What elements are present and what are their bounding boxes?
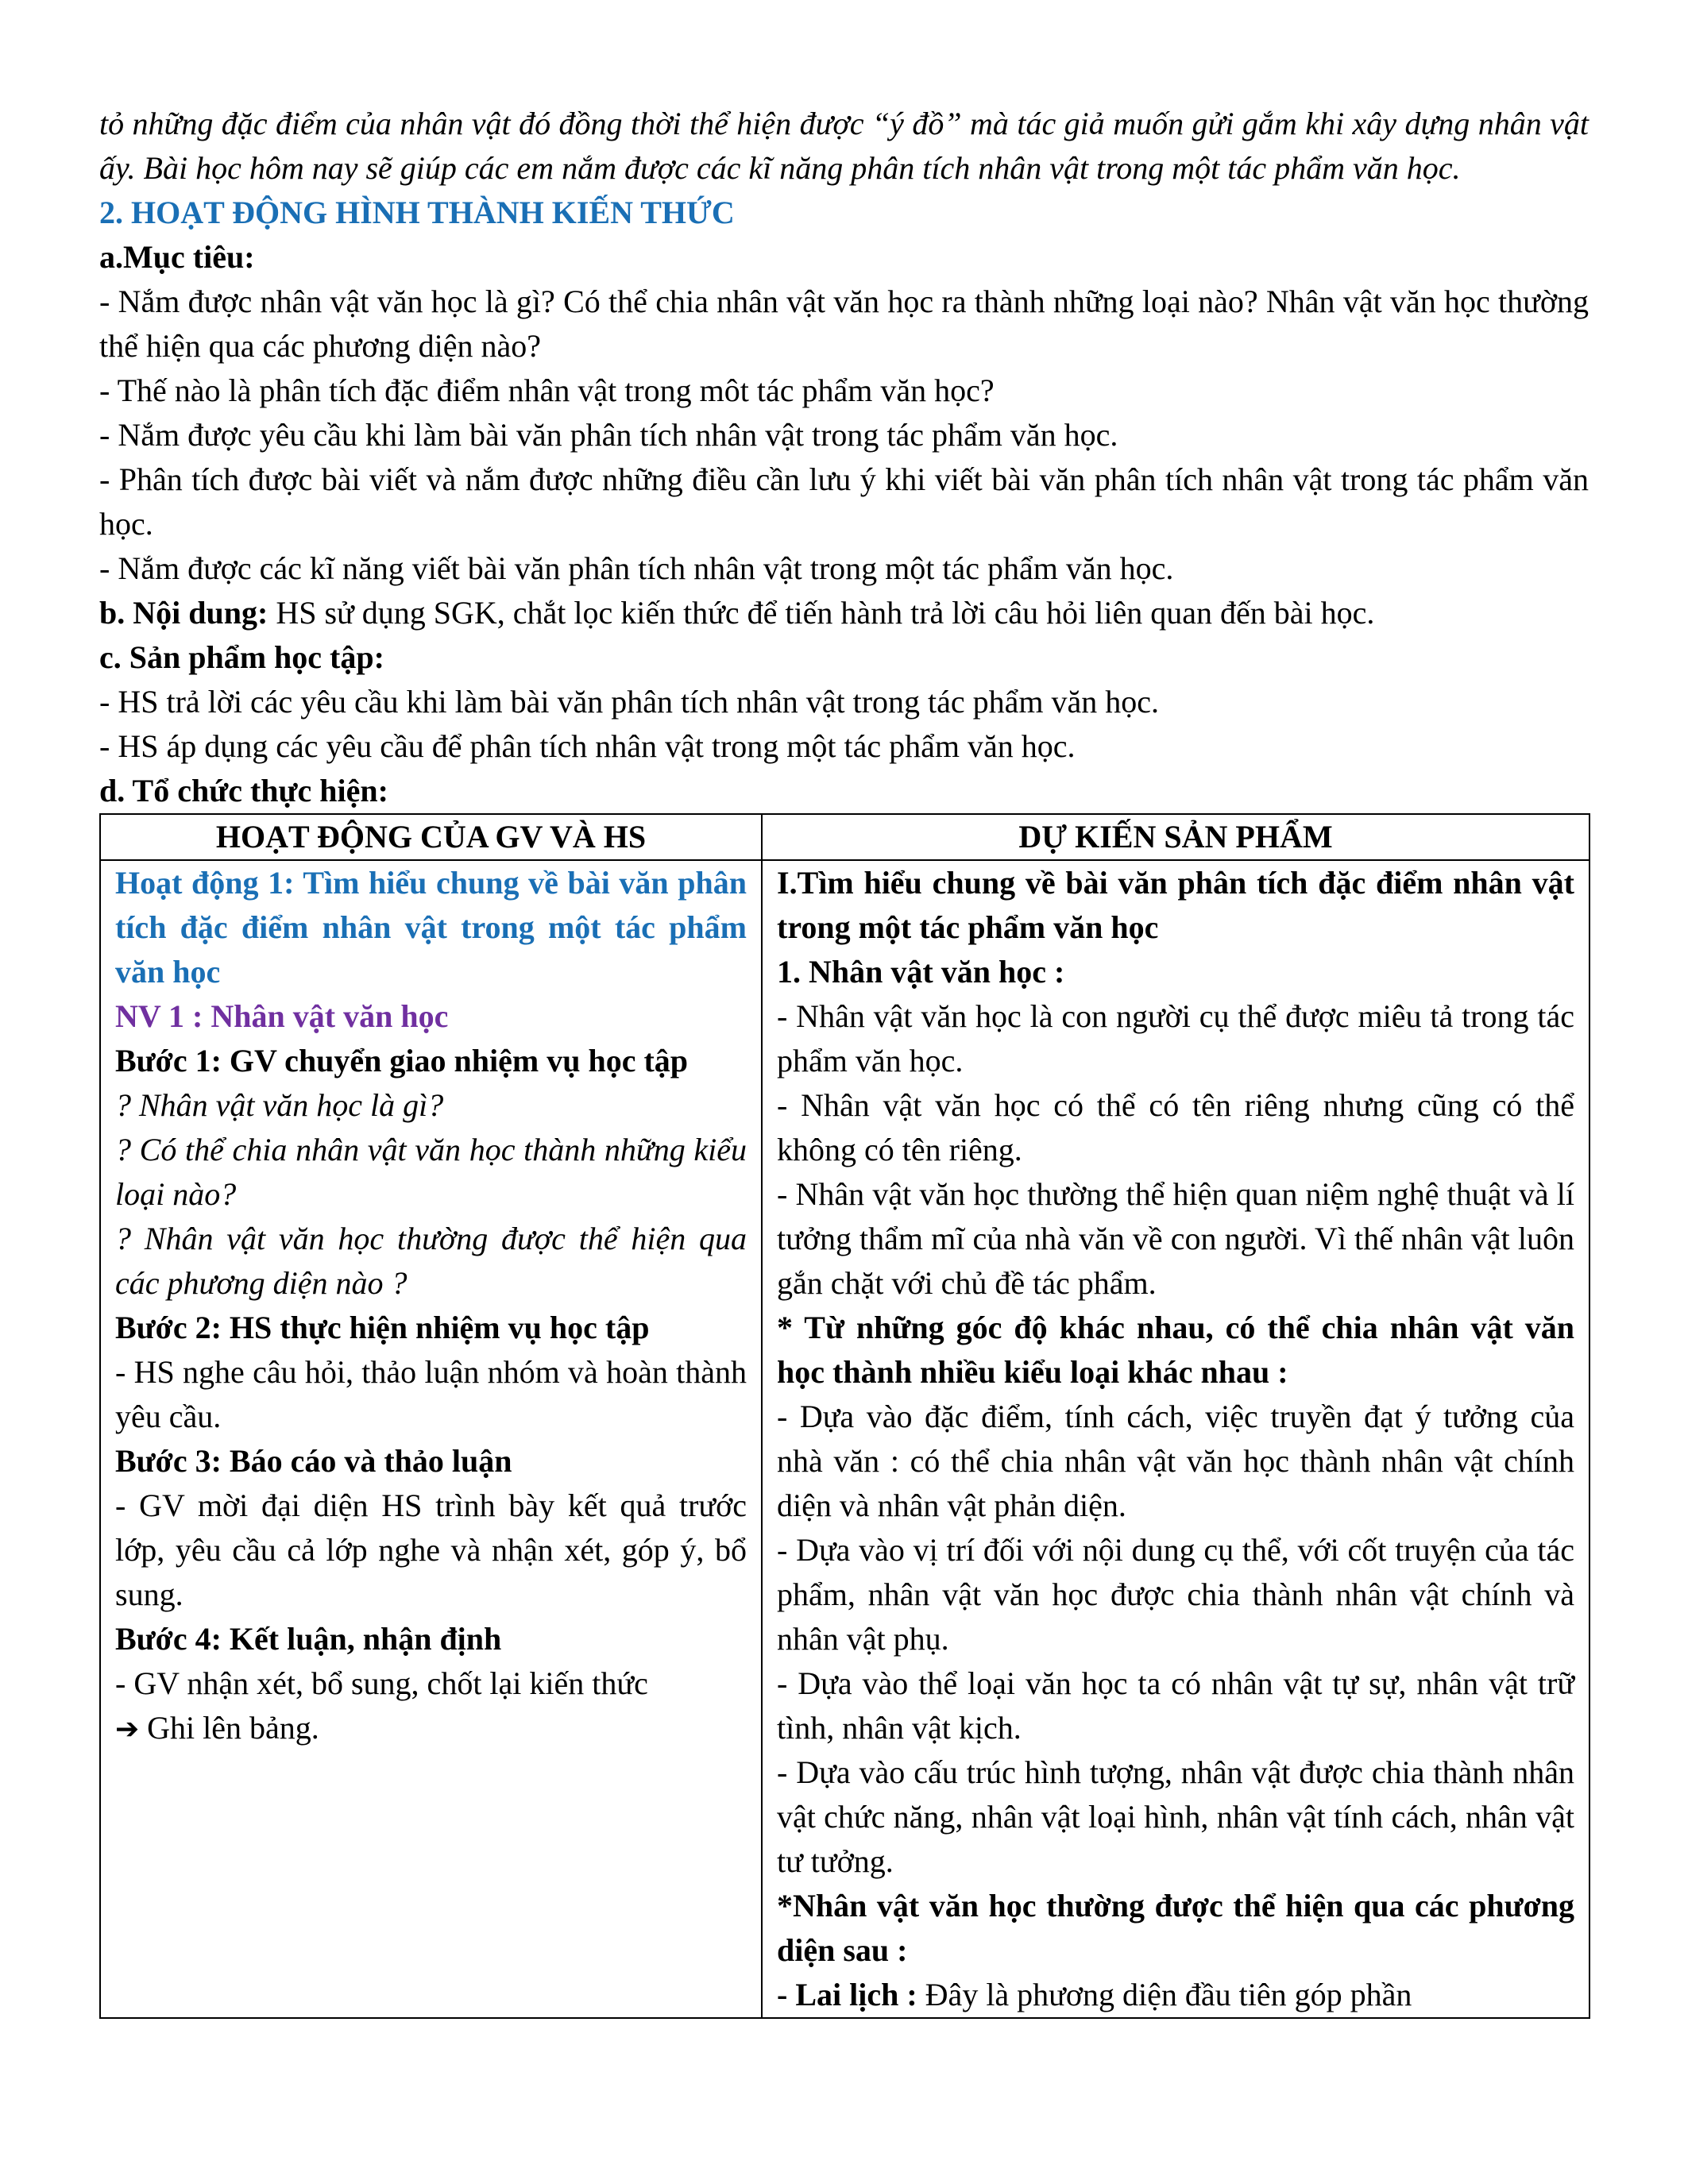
- step2-heading: Bước 2: HS thực hiện nhiệm vụ học tập: [115, 1310, 650, 1345]
- content-text: HS sử dụng SGK, chắt lọc kiến thức để tiến hành trả lời câu hỏi liên quan đến bài học.: [268, 595, 1375, 631]
- background-line: [777, 1973, 1574, 2017]
- classify-item: - Dựa vào vị trí đối với nội dung cụ thể, với cốt truyện của tác phẩm, nhân vật văn học được chia thành nhân vật chính và nhân vật phụ.: [777, 1532, 1574, 1657]
- right-cell: [762, 860, 1590, 2018]
- activity-title: Hoạt động 1: Tìm hiểu chung về bài văn phân tích đặc điểm nhân vật trong một tác phẩm văn học: [115, 865, 747, 990]
- question-item: ? Nhân vật văn học thường được thể hiện qua các phương diện nào ?: [115, 1221, 747, 1301]
- table-row: [100, 860, 1590, 2018]
- arrow-right-icon: ➔: [115, 1713, 140, 1746]
- content-label: b. Nội dung:: [99, 595, 268, 631]
- step4-heading: Bước 4: Kết luận, nhận định: [115, 1621, 502, 1657]
- product-point: - Nhân vật văn học là con người cụ thể được miêu tả trong tác phẩm văn học.: [777, 998, 1574, 1078]
- objective-item: - Phân tích được bài viết và nắm được những điều cần lưu ý khi viết bài văn phân tích nhân vật trong tác phẩm văn học.: [99, 461, 1589, 542]
- task-title: NV 1 : Nhân vật văn học: [115, 998, 449, 1034]
- section-title: 2. HOẠT ĐỘNG HÌNH THÀNH KIẾN THỨC: [99, 195, 735, 230]
- step4-text: - GV nhận xét, bổ sung, chốt lại kiến thức: [115, 1665, 648, 1701]
- question-item: ? Có thể chia nhân vật văn học thành những kiểu loại nào?: [115, 1132, 747, 1212]
- step1-heading: Bước 1: GV chuyển giao nhiệm vụ học tập: [115, 1043, 689, 1078]
- objective-item: - Nắm được yêu cầu khi làm bài văn phân tích nhân vật trong tác phẩm văn học.: [99, 417, 1118, 453]
- objective-item: - Thế nào là phân tích đặc điểm nhân vật trong môt tác phẩm văn học?: [99, 372, 995, 408]
- product-point: - Nhân vật văn học có thể có tên riêng nhưng cũng có thể không có tên riêng.: [777, 1087, 1574, 1167]
- step4-note: Ghi lên bảng.: [139, 1710, 319, 1746]
- intro-paragraph: tỏ những đặc điểm của nhân vật đó đồng thời thể hiện được “ý đồ” mà tác giả muốn gửi gắm khi xây dựng nhân vật ấy. Bài học hôm nay sẽ giúp các em nắm được các kĩ năng phân tích nhân vật trong một tác phẩm văn học.: [99, 106, 1589, 186]
- classify-heading: * Từ những góc độ khác nhau, có thể chia nhân vật văn học thành nhiều kiểu loại khác nhau :: [777, 1310, 1574, 1390]
- background-text: Đây là phương diện đầu tiên góp phần: [917, 1977, 1412, 2012]
- activity-table: [99, 813, 1590, 2019]
- step3-text: - GV mời đại diện HS trình bày kết quả trước lớp, yêu cầu cả lớp nghe và nhận xét, góp ý, bổ sung.: [115, 1488, 747, 1612]
- header-teacher-student: HOẠT ĐỘNG CỦA GV VÀ HS: [100, 814, 762, 860]
- background-label: - Lai lịch :: [777, 1977, 917, 2012]
- question-item: ? Nhân vật văn học là gì?: [115, 1087, 444, 1123]
- product-item: - HS trả lời các yêu cầu khi làm bài văn phân tích nhân vật trong tác phẩm văn học.: [99, 684, 1160, 720]
- objective-item: - Nắm được nhân vật văn học là gì? Có thể chia nhân vật văn học ra thành những loại nào? Nhân vật văn học thường thể hiện qua các phương diện nào?: [99, 284, 1589, 364]
- aspects-heading: *Nhân vật văn học thường được thể hiện qua các phương diện sau :: [777, 1888, 1574, 1968]
- step2-text: - HS nghe câu hỏi, thảo luận nhóm và hoàn thành yêu cầu.: [115, 1354, 747, 1434]
- products-heading: c. Sản phẩm học tập:: [99, 639, 384, 675]
- classify-item: - Dựa vào đặc điểm, tính cách, việc truyền đạt ý tưởng của nhà văn : có thể chia nhân vật văn học thành nhân vật chính diện và nhân vật phản diện.: [777, 1399, 1574, 1523]
- step4-note-line: [115, 1706, 747, 1752]
- objective-item: - Nắm được các kĩ năng viết bài văn phân tích nhân vật trong một tác phẩm văn học.: [99, 550, 1174, 586]
- step3-heading: Bước 3: Báo cáo và thảo luận: [115, 1443, 512, 1479]
- product-subheading: 1. Nhân vật văn học :: [777, 954, 1065, 990]
- content-line: [99, 591, 1589, 635]
- classify-item: - Dựa vào cấu trúc hình tượng, nhân vật được chia thành nhân vật chức năng, nhân vật loại hình, nhân vật tính cách, nhân vật tư tưởng.: [777, 1754, 1574, 1879]
- left-cell: [100, 860, 762, 2018]
- product-item: - HS áp dụng các yêu cầu để phân tích nhân vật trong một tác phẩm văn học.: [99, 728, 1076, 764]
- product-title: I.Tìm hiểu chung về bài văn phân tích đặc điểm nhân vật trong một tác phẩm văn học: [777, 865, 1574, 945]
- header-expected-product: DỰ KIẾN SẢN PHẨM: [762, 814, 1590, 860]
- organize-heading: d. Tổ chức thực hiện:: [99, 773, 388, 808]
- table-header-row: [100, 814, 1590, 860]
- objectives-heading: a.Mục tiêu:: [99, 239, 255, 275]
- product-point: - Nhân vật văn học thường thể hiện quan niệm nghệ thuật và lí tưởng thẩm mĩ của nhà văn về con người. Vì thế nhân vật luôn gắn chặt với chủ đề tác phẩm.: [777, 1176, 1574, 1301]
- classify-item: - Dựa vào thể loại văn học ta có nhân vật tự sự, nhân vật trữ tình, nhân vật kịch.: [777, 1665, 1574, 1746]
